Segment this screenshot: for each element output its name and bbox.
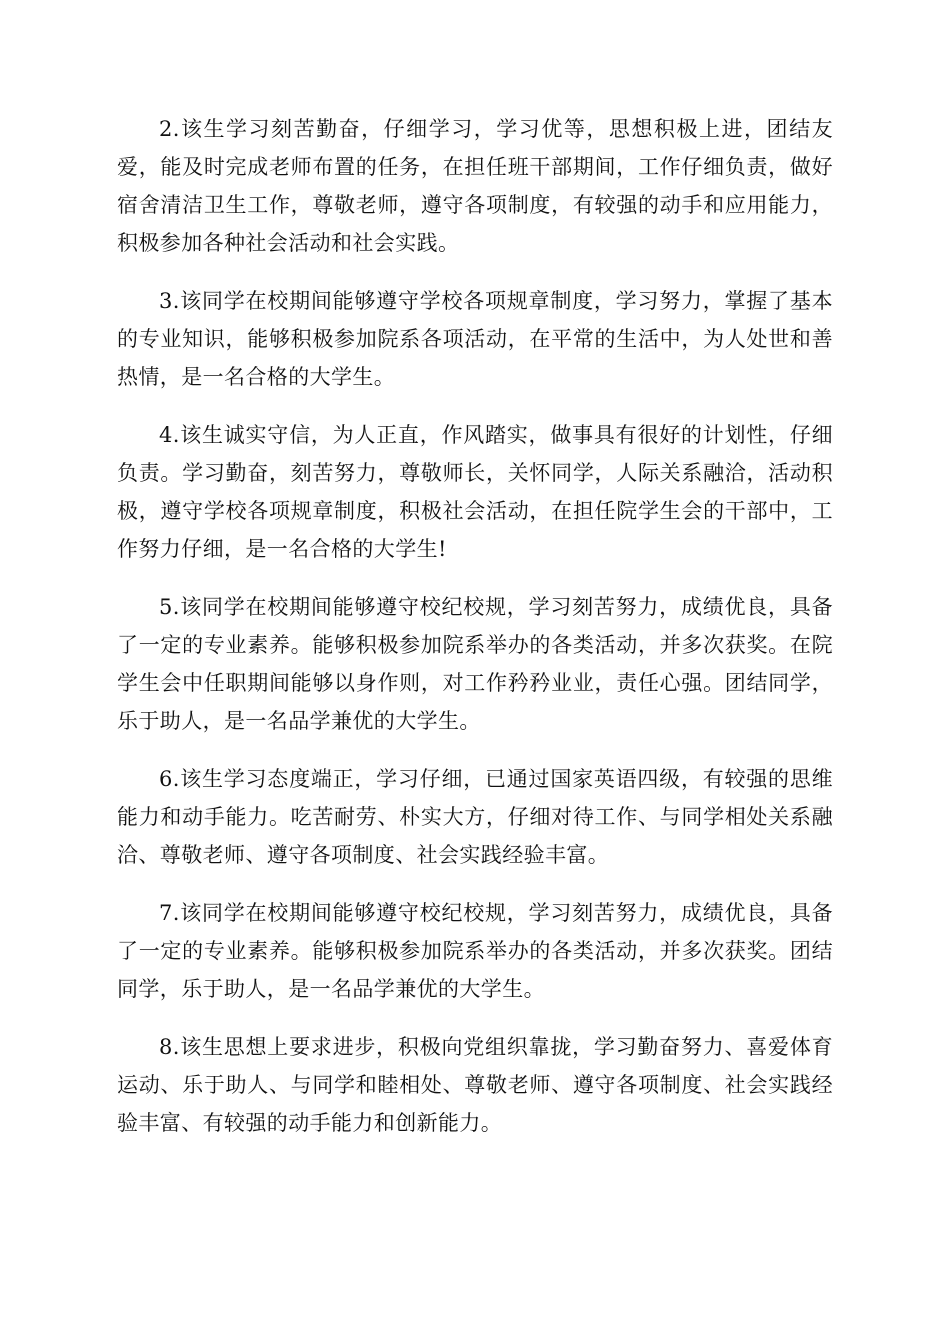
paragraph-8: 8.该生思想上要求进步，积极向党组织靠拢，学习勤奋努力、喜爱体育运动、乐于助人、与同学和睦相处、尊敬老师、遵守各项制度、社会实践经验丰富、有较强的动手能力和创新能力。 xyxy=(117,1035,833,1135)
paragraph-6: 6.该生学习态度端正，学习仔细，已通过国家英语四级，有较强的思维能力和动手能力。吃苦耐劳、朴实大方，仔细对待工作、与同学相处关系融洽、尊敬老师、遵守各项制度、社会实践经验丰富。 xyxy=(117,767,833,867)
document-body xyxy=(117,110,833,1162)
paragraph-4: 4.该生诚实守信，为人正直，作风踏实，做事具有很好的计划性，仔细负责。学习勤奋，刻苦努力，尊敬师长，关怀同学，人际关系融洽，活动积极，遵守学校各项规章制度，积极社会活动，在担任院学生会的干部中，工作努力仔细，是一名合格的大学生! xyxy=(117,423,833,561)
paragraph-5: 5.该同学在校期间能够遵守校纪校规，学习刻苦努力，成绩优良，具备了一定的专业素养。能够积极参加院系举办的各类活动，并多次获奖。在院学生会中任职期间能够以身作则，对工作矜矜业业，责任心强。团结同学，乐于助人，是一名品学兼优的大学生。 xyxy=(117,595,833,733)
paragraph-2: 2.该生学习刻苦勤奋，仔细学习，学习优等，思想积极上进，团结友爱，能及时完成老师布置的任务，在担任班干部期间，工作仔细负责，做好宿舍清洁卫生工作，尊敬老师，遵守各项制度，有较强的动手和应用能力，积极参加各种社会活动和社会实践。 xyxy=(117,117,833,255)
paragraph-3: 3.该同学在校期间能够遵守学校各项规章制度，学习努力，掌握了基本的专业知识，能够积极参加院系各项活动，在平常的生活中，为人处世和善热情，是一名合格的大学生。 xyxy=(117,289,833,389)
paragraph-7: 7.该同学在校期间能够遵守校纪校规，学习刻苦努力，成绩优良，具备了一定的专业素养。能够积极参加院系举办的各类活动，并多次获奖。团结同学，乐于助人，是一名品学兼优的大学生。 xyxy=(117,901,833,1001)
